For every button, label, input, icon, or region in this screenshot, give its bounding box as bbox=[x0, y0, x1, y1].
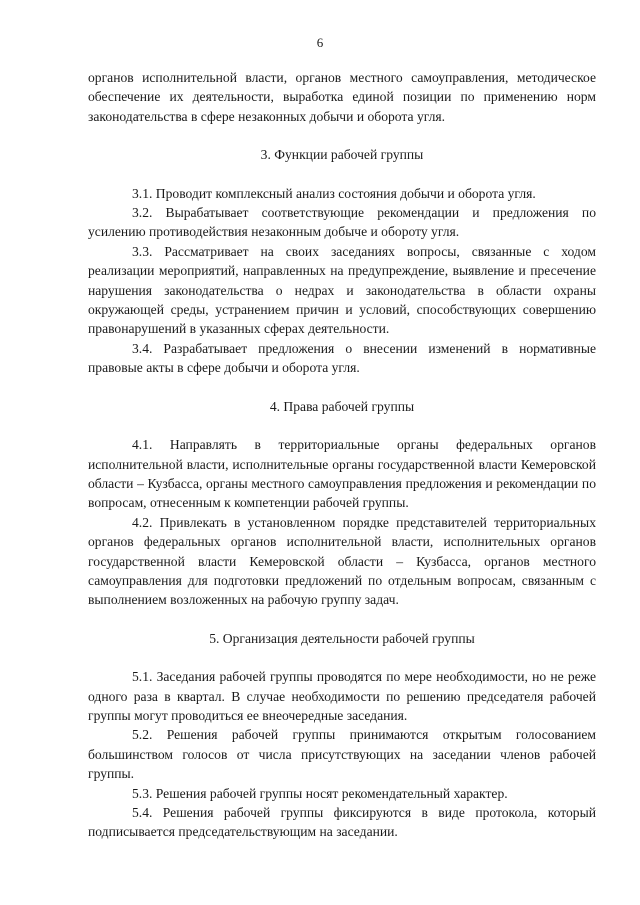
clause-5-3: 5.3. Решения рабочей группы носят рекомендательный характер. bbox=[132, 785, 508, 801]
section-4-title: 4. Права рабочей группы bbox=[269, 398, 415, 414]
clause-5-2: 5.2. Решения рабочей группы принимаются открытым голосованием большинством голосов от числа присутствующих на заседании членов рабочей группы. bbox=[88, 727, 596, 782]
clause-4-1: 4.1. Направлять в территориальные органы федеральных органов исполнительной власти, исполнительные органы государственной власти Кемеровской области – Кузбасса, органы местного самоуправления предложения и рекомендации по вопросам, отнесенным к компетенции рабочей группы. bbox=[88, 437, 596, 511]
section-3-title: 3. Функции рабочей группы bbox=[260, 147, 424, 163]
clause-3-2: 3.2. Вырабатывает соответствующие рекомендации и предложения по усилению противодействия незаконным добыче и обороту угля. bbox=[88, 205, 596, 240]
clause-3-1: 3.1. Проводит комплексный анализ состояния добычи и оборота угля. bbox=[132, 185, 536, 201]
document-body bbox=[88, 68, 596, 842]
page-number: 6 bbox=[316, 35, 324, 50]
clause-5-1: 5.1. Заседания рабочей группы проводятся по мере необходимости, но не реже одного раза в квартал. В случае необходимости по решению председателя рабочей группы могут проводиться ее внеочередные заседания. bbox=[88, 669, 596, 723]
clause-5-4: 5.4. Решения рабочей группы фиксируются в виде протокола, который подписывается председательствующим на заседании. bbox=[88, 805, 596, 840]
section-5-title: 5. Организация деятельности рабочей группы bbox=[209, 630, 475, 646]
clause-3-4: 3.4. Разрабатывает предложения о внесении изменений в нормативные правовые акты в сфере добычи и оборота угля. bbox=[88, 340, 596, 376]
clause-3-3: 3.3. Рассматривает на своих заседаниях вопросы, связанные с ходом реализации мероприятий, направленных на предупреждение, выявление и пресечение нарушения законодательства о недрах и законодательства в области охраны окружающей среды, устранением причин и условий, способствующих совершению правонарушений в указанных сферах деятельности. bbox=[88, 243, 596, 337]
clause-4-2: 4.2. Привлекать в установленном порядке представителей территориальных органов федеральных органов исполнительной власти, исполнительных органов государственной власти Кемеровской области – Кузбасса, органов местного самоуправления для подготовки предложений по отдельным вопросам, связанным с выполнением возложенных на рабочую группу задач. bbox=[88, 514, 596, 608]
intro-paragraph: органов исполнительной власти, органов местного самоуправления, методическое обеспечение их деятельности, выработка единой позиции по применению норм законодательства в сфере незаконных добычи и оборота угля. bbox=[88, 70, 596, 124]
